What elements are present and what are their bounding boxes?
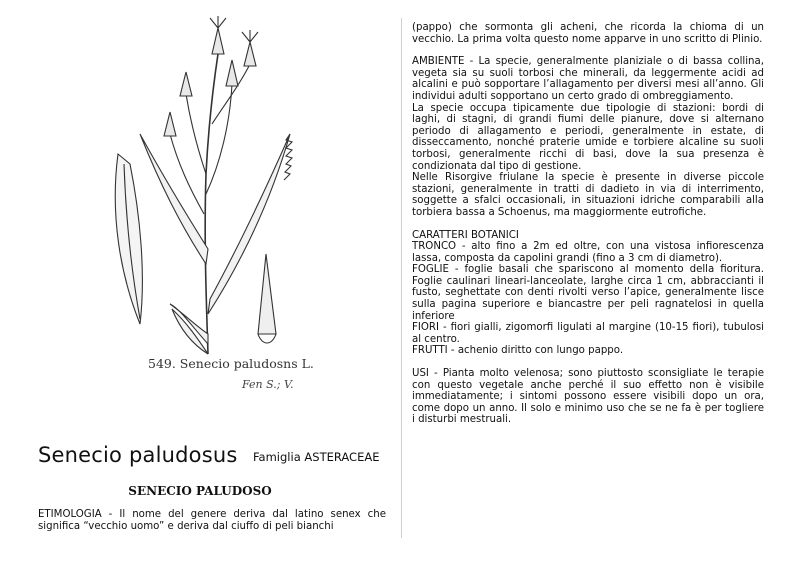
plant-illustration xyxy=(100,14,310,399)
common-name-heading: SENECIO PALUDOSO xyxy=(128,484,272,498)
ambiente-paragraph-2: La specie occupa tipicamente due tipologie di stazioni: bordi di laghi, di stagni, di grandi fiumi delle pianure, dove si alternano periodo di allagamento e periodi, generalmente in estate, di disseccamento, nonché praterie umide e torbiere alcaline su suoli torbosi, generalmente ricchi di basi, dove la sua presenza è condizionata dal tipo di gestione. xyxy=(412,102,764,172)
ambiente-paragraph-1: AMBIENTE - La specie, generalmente planiziale o di bassa collina, vegeta sia su suoli torbosi che minerali, da leggermente acidi ad alcalini e può sopportare l’allagamento per diversi mesi all’anno. Gli individui adulti sopportano un certo grado di ombreggiamento. xyxy=(412,56,764,102)
column-divider xyxy=(401,18,402,538)
page-title: Senecio paludosus xyxy=(38,443,238,467)
etimologia-paragraph: ETIMOLOGIA - Il nome del genere deriva dal latino senex che significa “vecchio uomo” e deriva dal ciuffo di peli bianchi xyxy=(38,509,386,532)
foglie-paragraph: FOGLIE - foglie basali che spariscono al momento della fioritura. Foglie caulinari lineari-lanceolate, larghe circa 1 cm, abbraccianti il fusto, seghettate con denti rivolti verso l’apice, generalmente lisce sulla pagina superiore e biancastre per peli ragnatelosi in quella inferiore xyxy=(412,264,764,322)
family-label: Famiglia ASTERACEAE xyxy=(253,450,380,464)
illustration-caption: 549. Senecio paludosns L. xyxy=(148,356,314,371)
illustration-credit: Fen S.; V. xyxy=(242,378,294,391)
fiori-paragraph: FIORI - fiori gialli, zigomorfi ligulati al margine (10-15 fiori), tubulosi al centro. xyxy=(412,322,764,345)
frutti-paragraph: FRUTTI - achenio diritto con lungo pappo. xyxy=(412,345,624,357)
etimologia-continuation: (pappo) che sormonta gli acheni, che ricorda la chioma di un vecchio. La prima volta questo nome apparve in uno scritto di Plinio. xyxy=(412,22,764,45)
caratteri-heading: CARATTERI BOTANICI xyxy=(412,229,519,241)
ambiente-paragraph-3: Nelle Risorgive friulane la specie è presente in diverse piccole stazioni, generalmente in tratti di dadieto in via di interrimento, soggette a sfalci occasionali, in situazioni idriche comparabili alla torbiera bassa a Schoenus, ma maggiormente eutrofiche. xyxy=(412,172,764,218)
right-column xyxy=(412,22,764,426)
tronco-paragraph: TRONCO - alto fino a 2m ed oltre, con una vistosa infiorescenza lassa, composta da capolini grandi (fino a 3 cm di diametro). xyxy=(412,241,764,264)
usi-paragraph: USI - Pianta molto velenosa; sono piuttosto sconsigliate le terapie con questo vegetale anche perché il suo effetto non è visibile immediatamente; i sintomi possono essere visibili dopo un ora, come dopo un anno. Il solo e minimo uso che se ne fa è per togliere i disturbi mestruali. xyxy=(412,368,764,426)
